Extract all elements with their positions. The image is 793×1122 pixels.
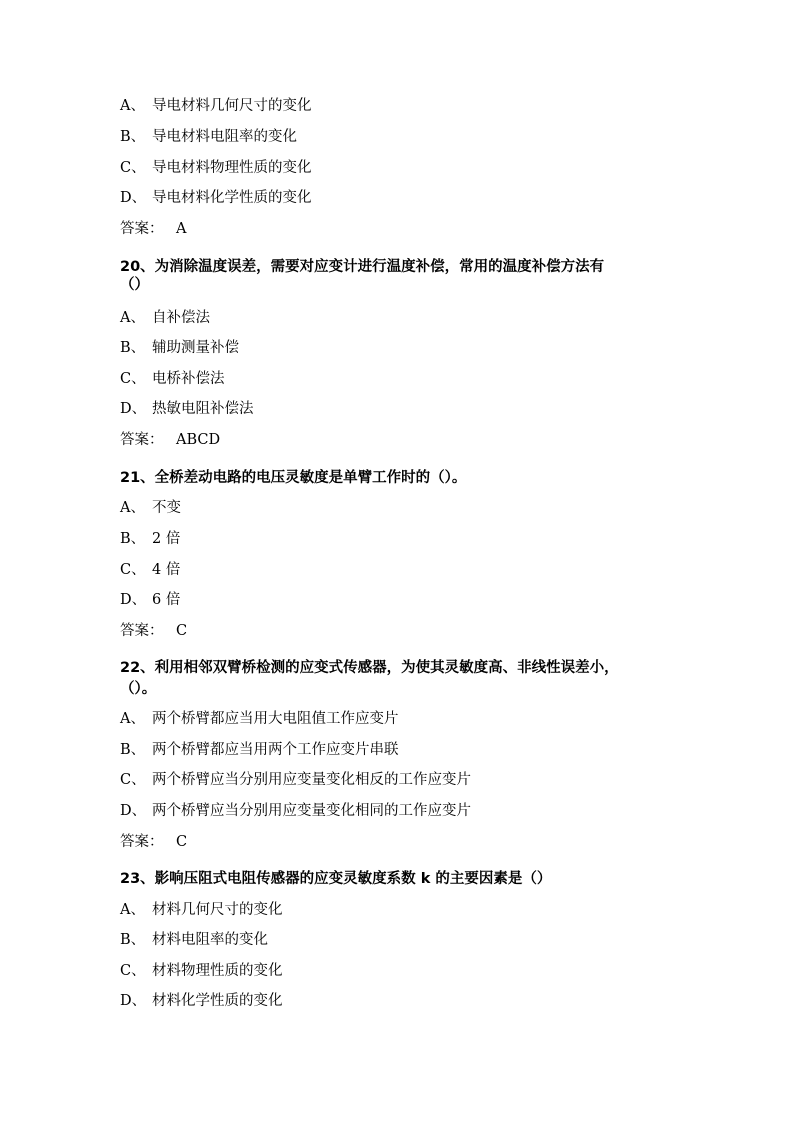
option-text: 导电材料几何尺寸的变化 xyxy=(152,98,312,114)
option-line xyxy=(120,128,297,146)
option-line xyxy=(120,339,239,357)
option-text: 材料化学性质的变化 xyxy=(152,993,283,1009)
option-line xyxy=(120,561,180,579)
option-text: 材料电阻率的变化 xyxy=(152,932,268,948)
option-line xyxy=(120,370,225,388)
option-text: 6 倍 xyxy=(152,592,181,608)
option-letter: A、 xyxy=(120,98,145,114)
option-letter: B、 xyxy=(120,531,146,547)
answer-value: C xyxy=(176,834,188,850)
option-letter: D、 xyxy=(120,592,147,608)
answer-label: 答案： xyxy=(120,432,164,448)
answer-line xyxy=(120,220,186,238)
option-letter: D、 xyxy=(120,803,147,819)
option-text: 导电材料物理性质的变化 xyxy=(152,160,312,176)
question-stem: 22、利用相邻双臂桥检测的应变式传感器，为使其灵敏度高、非线性误差小， xyxy=(120,660,619,676)
option-letter: A、 xyxy=(120,902,145,918)
option-text: 材料物理性质的变化 xyxy=(152,963,283,979)
option-line xyxy=(120,159,312,177)
option-line xyxy=(120,802,471,820)
option-letter: D、 xyxy=(120,190,147,206)
option-line xyxy=(120,901,283,919)
option-text: 两个桥臂都应当用大电阻值工作应变片 xyxy=(152,711,399,727)
option-text: 导电材料化学性质的变化 xyxy=(152,190,312,206)
answer-line xyxy=(120,431,220,449)
answer-label: 答案： xyxy=(120,221,164,237)
question-stem: 20、为消除温度误差，需要对应变计进行温度补偿，常用的温度补偿方法有 xyxy=(120,259,605,275)
answer-value: ABCD xyxy=(176,432,221,448)
option-letter: C、 xyxy=(120,772,146,788)
option-text: 热敏电阻补偿法 xyxy=(152,401,254,417)
option-line xyxy=(120,771,471,789)
answer-line xyxy=(120,622,187,640)
option-letter: C、 xyxy=(120,562,146,578)
option-line xyxy=(120,741,399,759)
option-line xyxy=(120,591,180,609)
answer-label: 答案： xyxy=(120,834,164,850)
option-line xyxy=(120,97,312,115)
question-stem: 21、全桥差动电路的电压灵敏度是单臂工作时的（）。 xyxy=(120,470,467,486)
question-stem-continuation: （）。 xyxy=(120,681,157,697)
option-letter: B、 xyxy=(120,742,146,758)
option-line xyxy=(120,309,210,327)
option-line xyxy=(120,400,254,418)
answer-line xyxy=(120,833,187,851)
option-letter: A、 xyxy=(120,711,145,727)
option-line xyxy=(120,992,283,1010)
option-letter: D、 xyxy=(120,993,147,1009)
option-line xyxy=(120,530,180,548)
option-line xyxy=(120,499,181,517)
option-line xyxy=(120,962,283,980)
option-text: 2 倍 xyxy=(152,531,181,547)
question-stem-continuation: （） xyxy=(120,277,149,293)
question-stem: 23、影响压阻式电阻传感器的应变灵敏度系数 k 的主要因素是（） xyxy=(120,871,552,887)
option-text: 自补偿法 xyxy=(152,310,210,326)
option-letter: B、 xyxy=(120,129,146,145)
answer-value: C xyxy=(176,623,188,639)
option-line xyxy=(120,710,399,728)
option-text: 导电材料电阻率的变化 xyxy=(152,129,297,145)
option-letter: A、 xyxy=(120,500,145,516)
option-text: 电桥补偿法 xyxy=(152,371,225,387)
option-line xyxy=(120,931,268,949)
option-letter: A、 xyxy=(120,310,145,326)
option-letter: D、 xyxy=(120,401,147,417)
option-text: 4 倍 xyxy=(152,562,181,578)
option-letter: C、 xyxy=(120,963,146,979)
answer-label: 答案： xyxy=(120,623,164,639)
option-letter: B、 xyxy=(120,340,146,356)
answer-value: A xyxy=(176,221,187,237)
option-letter: C、 xyxy=(120,371,146,387)
option-text: 两个桥臂都应当用两个工作应变片串联 xyxy=(152,742,399,758)
option-text: 两个桥臂应当分别用应变量变化相反的工作应变片 xyxy=(152,772,471,788)
option-line xyxy=(120,189,312,207)
option-text: 辅助测量补偿 xyxy=(152,340,239,356)
option-text: 材料几何尺寸的变化 xyxy=(152,902,283,918)
option-letter: B、 xyxy=(120,932,146,948)
option-text: 两个桥臂应当分别用应变量变化相同的工作应变片 xyxy=(152,803,471,819)
option-letter: C、 xyxy=(120,160,146,176)
option-text: 不变 xyxy=(152,500,181,516)
